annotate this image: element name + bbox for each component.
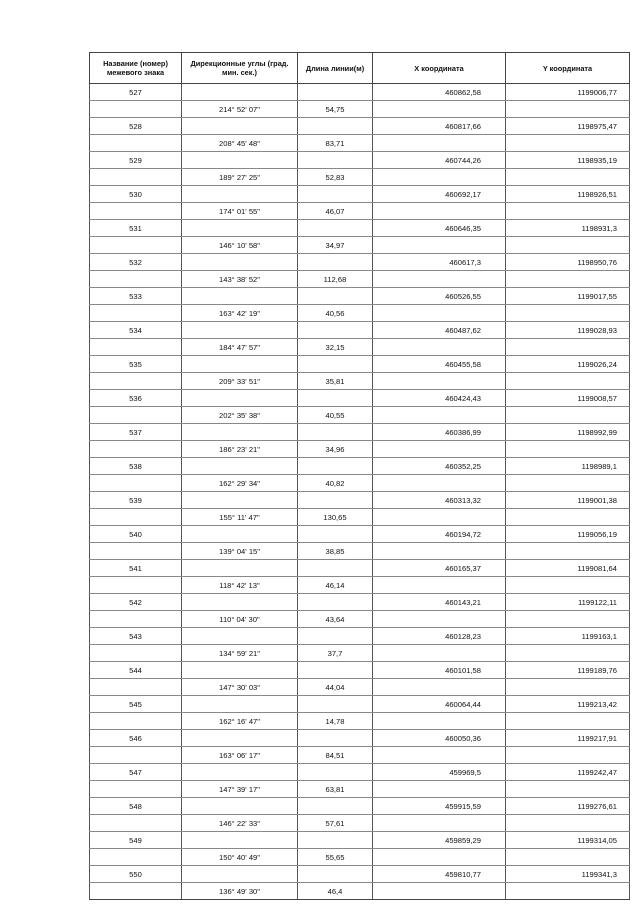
point-row <box>90 356 630 373</box>
header-line-length: Длина линии(м) <box>298 53 373 84</box>
point-y-coordinate: 1199213,42 <box>506 696 630 713</box>
empty-cell <box>182 288 298 305</box>
empty-cell <box>373 781 506 798</box>
empty-cell <box>298 696 373 713</box>
empty-cell <box>373 747 506 764</box>
point-x-coordinate: 460862,58 <box>373 84 506 101</box>
line-bearing: 163° 06' 17" <box>182 747 298 764</box>
empty-cell <box>182 832 298 849</box>
line-length: 130,65 <box>298 509 373 526</box>
point-name: 545 <box>90 696 182 713</box>
point-y-coordinate: 1198989,1 <box>506 458 630 475</box>
point-row <box>90 220 630 237</box>
line-row <box>90 849 630 866</box>
empty-cell <box>90 543 182 560</box>
point-x-coordinate: 460744,26 <box>373 152 506 169</box>
line-length: 52,83 <box>298 169 373 186</box>
empty-cell <box>373 509 506 526</box>
point-name: 528 <box>90 118 182 135</box>
empty-cell <box>182 866 298 883</box>
empty-cell <box>506 849 630 866</box>
point-y-coordinate: 1199189,76 <box>506 662 630 679</box>
line-row <box>90 781 630 798</box>
empty-cell <box>298 662 373 679</box>
point-x-coordinate: 460424,43 <box>373 390 506 407</box>
point-x-coordinate: 460101,58 <box>373 662 506 679</box>
empty-cell <box>182 390 298 407</box>
empty-cell <box>90 373 182 390</box>
line-length: 38,85 <box>298 543 373 560</box>
point-row <box>90 866 630 883</box>
point-name: 548 <box>90 798 182 815</box>
empty-cell <box>506 645 630 662</box>
line-row <box>90 237 630 254</box>
empty-cell <box>298 254 373 271</box>
empty-cell <box>506 475 630 492</box>
empty-cell <box>182 322 298 339</box>
point-y-coordinate: 1199028,93 <box>506 322 630 339</box>
point-row <box>90 730 630 747</box>
line-row <box>90 203 630 220</box>
point-row <box>90 492 630 509</box>
empty-cell <box>298 186 373 203</box>
point-x-coordinate: 460165,37 <box>373 560 506 577</box>
point-row <box>90 322 630 339</box>
empty-cell <box>90 509 182 526</box>
point-x-coordinate: 459915,59 <box>373 798 506 815</box>
empty-cell <box>373 135 506 152</box>
point-name: 538 <box>90 458 182 475</box>
empty-cell <box>182 254 298 271</box>
line-length: 84,51 <box>298 747 373 764</box>
boundary-coordinates-sheet <box>89 52 629 900</box>
line-row <box>90 747 630 764</box>
empty-cell <box>373 271 506 288</box>
empty-cell <box>298 84 373 101</box>
point-y-coordinate: 1198950,76 <box>506 254 630 271</box>
empty-cell <box>182 594 298 611</box>
point-row <box>90 764 630 781</box>
empty-cell <box>373 339 506 356</box>
point-name: 539 <box>90 492 182 509</box>
empty-cell <box>90 849 182 866</box>
header-point-name: Название (номер) межевого знака <box>90 53 182 84</box>
line-row <box>90 475 630 492</box>
empty-cell <box>90 203 182 220</box>
point-y-coordinate: 1199217,91 <box>506 730 630 747</box>
line-length: 46,4 <box>298 883 373 900</box>
point-row <box>90 798 630 815</box>
empty-cell <box>298 560 373 577</box>
empty-cell <box>182 356 298 373</box>
empty-cell <box>182 152 298 169</box>
line-bearing: 162° 29' 34" <box>182 475 298 492</box>
line-length: 44,04 <box>298 679 373 696</box>
point-x-coordinate: 460526,55 <box>373 288 506 305</box>
line-length: 46,07 <box>298 203 373 220</box>
empty-cell <box>298 458 373 475</box>
header-x-coordinate: X координата <box>373 53 506 84</box>
empty-cell <box>90 815 182 832</box>
line-row <box>90 373 630 390</box>
empty-cell <box>506 747 630 764</box>
point-name: 532 <box>90 254 182 271</box>
empty-cell <box>90 169 182 186</box>
empty-cell <box>298 730 373 747</box>
point-row <box>90 458 630 475</box>
empty-cell <box>373 305 506 322</box>
empty-cell <box>182 662 298 679</box>
point-name: 536 <box>90 390 182 407</box>
point-name: 527 <box>90 84 182 101</box>
point-row <box>90 84 630 101</box>
point-name: 543 <box>90 628 182 645</box>
empty-cell <box>90 883 182 900</box>
empty-cell <box>298 764 373 781</box>
point-y-coordinate: 1198992,99 <box>506 424 630 441</box>
table-body <box>90 84 630 900</box>
empty-cell <box>90 407 182 424</box>
point-name: 529 <box>90 152 182 169</box>
empty-cell <box>182 458 298 475</box>
point-y-coordinate: 1199006,77 <box>506 84 630 101</box>
empty-cell <box>182 526 298 543</box>
line-row <box>90 645 630 662</box>
line-length: 34,97 <box>298 237 373 254</box>
empty-cell <box>373 679 506 696</box>
line-row <box>90 101 630 118</box>
empty-cell <box>298 390 373 407</box>
line-bearing: 146° 10' 58" <box>182 237 298 254</box>
point-row <box>90 118 630 135</box>
point-name: 547 <box>90 764 182 781</box>
empty-cell <box>298 322 373 339</box>
point-name: 544 <box>90 662 182 679</box>
empty-cell <box>182 186 298 203</box>
point-row <box>90 288 630 305</box>
empty-cell <box>182 560 298 577</box>
empty-cell <box>506 135 630 152</box>
point-name: 540 <box>90 526 182 543</box>
line-bearing: 150° 40' 49" <box>182 849 298 866</box>
empty-cell <box>90 679 182 696</box>
line-bearing: 214° 52' 07" <box>182 101 298 118</box>
point-y-coordinate: 1198975,47 <box>506 118 630 135</box>
empty-cell <box>90 645 182 662</box>
empty-cell <box>298 798 373 815</box>
point-x-coordinate: 460487,62 <box>373 322 506 339</box>
point-x-coordinate: 459810,77 <box>373 866 506 883</box>
line-bearing: 163° 42' 19" <box>182 305 298 322</box>
empty-cell <box>182 696 298 713</box>
line-bearing: 186° 23' 21" <box>182 441 298 458</box>
point-x-coordinate: 460455,58 <box>373 356 506 373</box>
point-row <box>90 254 630 271</box>
empty-cell <box>373 407 506 424</box>
line-bearing: 184° 47' 57" <box>182 339 298 356</box>
line-bearing: 143° 38' 52" <box>182 271 298 288</box>
line-row <box>90 815 630 832</box>
empty-cell <box>373 237 506 254</box>
point-row <box>90 186 630 203</box>
line-length: 37,7 <box>298 645 373 662</box>
empty-cell <box>90 271 182 288</box>
empty-cell <box>298 492 373 509</box>
line-length: 40,55 <box>298 407 373 424</box>
empty-cell <box>182 220 298 237</box>
point-y-coordinate: 1199314,05 <box>506 832 630 849</box>
point-y-coordinate: 1198935,19 <box>506 152 630 169</box>
line-bearing: 174° 01' 55" <box>182 203 298 220</box>
empty-cell <box>298 832 373 849</box>
empty-cell <box>506 101 630 118</box>
line-length: 32,15 <box>298 339 373 356</box>
empty-cell <box>298 628 373 645</box>
empty-cell <box>90 577 182 594</box>
point-name: 535 <box>90 356 182 373</box>
empty-cell <box>506 679 630 696</box>
empty-cell <box>506 577 630 594</box>
line-bearing: 147° 39' 17" <box>182 781 298 798</box>
line-bearing: 202° 35' 38" <box>182 407 298 424</box>
line-bearing: 139° 04' 15" <box>182 543 298 560</box>
point-y-coordinate: 1199001,38 <box>506 492 630 509</box>
line-length: 35,81 <box>298 373 373 390</box>
table-header-row <box>90 53 630 84</box>
point-x-coordinate: 460386,99 <box>373 424 506 441</box>
empty-cell <box>373 645 506 662</box>
line-bearing: 208° 45' 48" <box>182 135 298 152</box>
line-row <box>90 509 630 526</box>
line-bearing: 147° 30' 03" <box>182 679 298 696</box>
point-name: 541 <box>90 560 182 577</box>
point-y-coordinate: 1198931,3 <box>506 220 630 237</box>
empty-cell <box>298 220 373 237</box>
header-y-coordinate: Y координата <box>506 53 630 84</box>
empty-cell <box>506 781 630 798</box>
empty-cell <box>182 798 298 815</box>
empty-cell <box>182 628 298 645</box>
point-x-coordinate: 460817,66 <box>373 118 506 135</box>
empty-cell <box>90 237 182 254</box>
line-row <box>90 883 630 900</box>
empty-cell <box>90 611 182 628</box>
empty-cell <box>506 441 630 458</box>
line-bearing: 162° 16' 47" <box>182 713 298 730</box>
empty-cell <box>298 356 373 373</box>
point-name: 530 <box>90 186 182 203</box>
line-length: 83,71 <box>298 135 373 152</box>
line-row <box>90 305 630 322</box>
point-name: 546 <box>90 730 182 747</box>
empty-cell <box>298 424 373 441</box>
empty-cell <box>506 883 630 900</box>
point-row <box>90 628 630 645</box>
point-y-coordinate: 1199081,64 <box>506 560 630 577</box>
empty-cell <box>298 866 373 883</box>
line-row <box>90 169 630 186</box>
point-x-coordinate: 459969,5 <box>373 764 506 781</box>
point-y-coordinate: 1199163,1 <box>506 628 630 645</box>
empty-cell <box>506 237 630 254</box>
point-row <box>90 424 630 441</box>
point-x-coordinate: 460194,72 <box>373 526 506 543</box>
point-row <box>90 594 630 611</box>
line-row <box>90 135 630 152</box>
line-length: 14,78 <box>298 713 373 730</box>
empty-cell <box>182 730 298 747</box>
line-row <box>90 543 630 560</box>
point-y-coordinate: 1199276,61 <box>506 798 630 815</box>
empty-cell <box>182 424 298 441</box>
empty-cell <box>182 84 298 101</box>
line-length: 54,75 <box>298 101 373 118</box>
line-row <box>90 679 630 696</box>
header-bearing: Дирекционные углы (град. мин. сек.) <box>182 53 298 84</box>
point-y-coordinate: 1199122,11 <box>506 594 630 611</box>
point-x-coordinate: 460646,35 <box>373 220 506 237</box>
empty-cell <box>373 815 506 832</box>
empty-cell <box>506 169 630 186</box>
line-length: 40,82 <box>298 475 373 492</box>
empty-cell <box>506 543 630 560</box>
point-x-coordinate: 460617,3 <box>373 254 506 271</box>
empty-cell <box>298 594 373 611</box>
empty-cell <box>373 475 506 492</box>
empty-cell <box>90 475 182 492</box>
empty-cell <box>506 271 630 288</box>
point-x-coordinate: 459859,29 <box>373 832 506 849</box>
empty-cell <box>182 118 298 135</box>
empty-cell <box>90 713 182 730</box>
point-name: 542 <box>90 594 182 611</box>
empty-cell <box>506 203 630 220</box>
empty-cell <box>506 339 630 356</box>
line-length: 55,65 <box>298 849 373 866</box>
empty-cell <box>373 441 506 458</box>
empty-cell <box>506 509 630 526</box>
point-row <box>90 696 630 713</box>
empty-cell <box>298 152 373 169</box>
line-row <box>90 577 630 594</box>
line-row <box>90 407 630 424</box>
line-length: 112,68 <box>298 271 373 288</box>
empty-cell <box>373 883 506 900</box>
empty-cell <box>506 373 630 390</box>
empty-cell <box>373 169 506 186</box>
point-name: 534 <box>90 322 182 339</box>
line-row <box>90 339 630 356</box>
point-x-coordinate: 460064,44 <box>373 696 506 713</box>
empty-cell <box>90 305 182 322</box>
point-y-coordinate: 1199341,3 <box>506 866 630 883</box>
line-length: 34,96 <box>298 441 373 458</box>
empty-cell <box>506 407 630 424</box>
empty-cell <box>506 305 630 322</box>
line-row <box>90 271 630 288</box>
empty-cell <box>90 441 182 458</box>
empty-cell <box>373 373 506 390</box>
line-bearing: 155° 11' 47" <box>182 509 298 526</box>
point-y-coordinate: 1199026,24 <box>506 356 630 373</box>
empty-cell <box>373 713 506 730</box>
point-x-coordinate: 460050,36 <box>373 730 506 747</box>
point-name: 531 <box>90 220 182 237</box>
line-row <box>90 441 630 458</box>
point-y-coordinate: 1199242,47 <box>506 764 630 781</box>
point-y-coordinate: 1199008,57 <box>506 390 630 407</box>
empty-cell <box>298 526 373 543</box>
point-y-coordinate: 1199056,19 <box>506 526 630 543</box>
empty-cell <box>506 713 630 730</box>
line-bearing: 136° 49' 30" <box>182 883 298 900</box>
empty-cell <box>90 339 182 356</box>
point-row <box>90 390 630 407</box>
point-row <box>90 560 630 577</box>
point-row <box>90 662 630 679</box>
point-x-coordinate: 460128,23 <box>373 628 506 645</box>
empty-cell <box>506 611 630 628</box>
empty-cell <box>373 203 506 220</box>
point-row <box>90 152 630 169</box>
line-length: 40,56 <box>298 305 373 322</box>
line-row <box>90 611 630 628</box>
point-x-coordinate: 460313,32 <box>373 492 506 509</box>
empty-cell <box>506 815 630 832</box>
line-length: 57,61 <box>298 815 373 832</box>
point-name: 533 <box>90 288 182 305</box>
line-bearing: 209° 33' 51" <box>182 373 298 390</box>
point-x-coordinate: 460143,21 <box>373 594 506 611</box>
empty-cell <box>182 492 298 509</box>
empty-cell <box>373 577 506 594</box>
point-row <box>90 832 630 849</box>
line-length: 46,14 <box>298 577 373 594</box>
empty-cell <box>373 611 506 628</box>
empty-cell <box>90 747 182 764</box>
line-length: 43,64 <box>298 611 373 628</box>
line-length: 63,81 <box>298 781 373 798</box>
point-y-coordinate: 1199017,55 <box>506 288 630 305</box>
empty-cell <box>298 288 373 305</box>
point-name: 549 <box>90 832 182 849</box>
point-y-coordinate: 1198926,51 <box>506 186 630 203</box>
empty-cell <box>90 135 182 152</box>
point-x-coordinate: 460352,25 <box>373 458 506 475</box>
line-bearing: 110° 04' 30" <box>182 611 298 628</box>
empty-cell <box>373 849 506 866</box>
point-name: 550 <box>90 866 182 883</box>
empty-cell <box>182 764 298 781</box>
point-row <box>90 526 630 543</box>
point-x-coordinate: 460692,17 <box>373 186 506 203</box>
line-bearing: 134° 59' 21" <box>182 645 298 662</box>
empty-cell <box>90 101 182 118</box>
empty-cell <box>90 781 182 798</box>
empty-cell <box>373 101 506 118</box>
line-row <box>90 713 630 730</box>
point-name: 537 <box>90 424 182 441</box>
line-bearing: 146° 22' 33" <box>182 815 298 832</box>
boundary-coordinates-table <box>89 52 630 900</box>
empty-cell <box>298 118 373 135</box>
line-bearing: 189° 27' 25" <box>182 169 298 186</box>
empty-cell <box>373 543 506 560</box>
line-bearing: 118° 42' 13" <box>182 577 298 594</box>
